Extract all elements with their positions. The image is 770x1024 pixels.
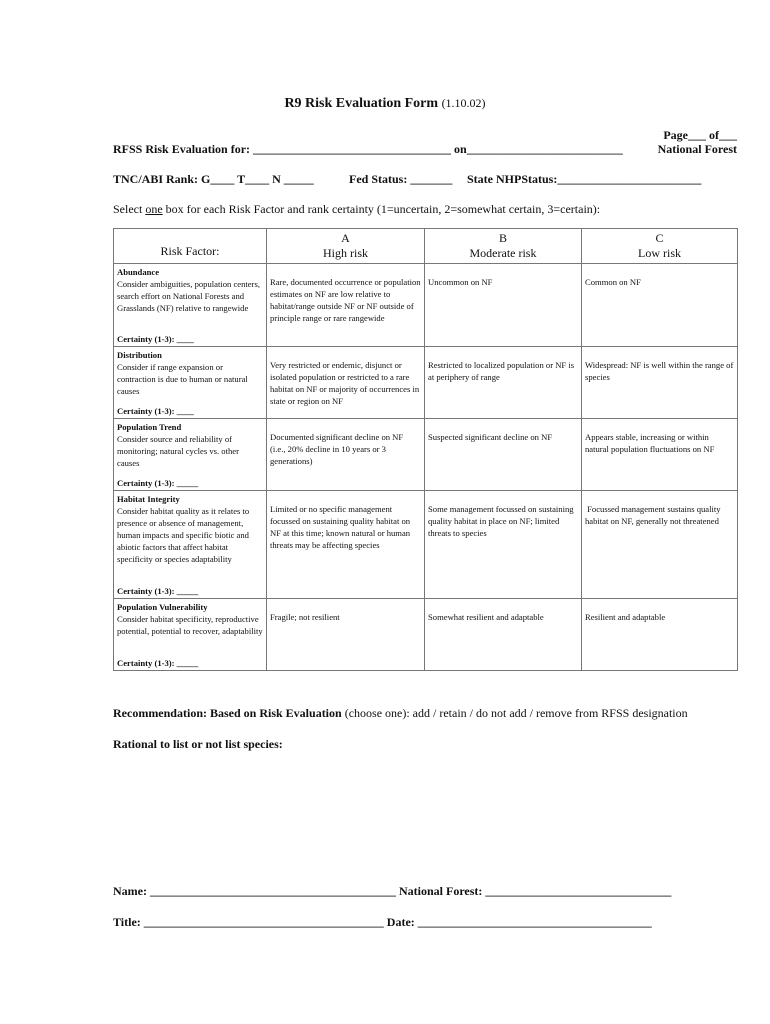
factor-cell xyxy=(114,599,267,671)
title-row xyxy=(113,915,652,930)
form-version: (1.10.02) xyxy=(441,96,486,110)
option-b-cell[interactable] xyxy=(425,491,582,599)
option-b-cell[interactable] xyxy=(425,347,582,419)
national-forest-sign-label: National Forest: xyxy=(398,884,483,898)
form-title-text: R9 Risk Evaluation Form xyxy=(284,96,439,111)
factor-cell xyxy=(114,264,267,347)
option-b-text: Somewhat resilient and adaptable xyxy=(428,612,544,622)
name-row xyxy=(113,884,671,899)
header-b-letter: B xyxy=(498,231,507,245)
option-b-text: Uncommon on NF xyxy=(428,277,493,287)
option-c-cell[interactable] xyxy=(582,264,738,347)
option-c-text: Widespread: NF is well within the range of species xyxy=(585,360,734,382)
option-a-text: Documented significant decline on NF (i.e., 20% decline in 10 years or 3 generations) xyxy=(270,432,404,466)
header-a-letter: A xyxy=(341,231,350,245)
option-b-cell[interactable] xyxy=(425,264,582,347)
factor-name: Habitat Integrity xyxy=(117,494,180,504)
option-c-text: Appears stable, increasing or within natural population fluctuations on NF xyxy=(585,432,715,454)
factor-cell xyxy=(114,347,267,419)
on-label: on xyxy=(454,142,467,156)
option-a-text: Rare, documented occurrence or population estimates on NF are low relative to habitat/range outside NF or NF outside of principle range or rare rangewide xyxy=(270,277,421,323)
instruction-suffix: box for each Risk Factor and rank certainty (1=uncertain, 2=somewhat certain, 3=certain): xyxy=(162,202,601,216)
state-status-field[interactable]: State NHPStatus:________________________ xyxy=(467,172,702,186)
recommendation-choices[interactable]: (choose one): add / retain / do not add / remove from RFSS designation xyxy=(341,706,688,720)
certainty-field[interactable]: Certainty (1-3): _____ xyxy=(117,478,199,488)
header-risk-factor xyxy=(114,229,267,264)
rational-label: Rational to list or not list species: xyxy=(113,737,283,751)
instruction-text xyxy=(113,202,600,217)
factor-name: Population Vulnerability xyxy=(117,602,208,612)
factor-name: Distribution xyxy=(117,350,162,360)
option-c-text: Common on NF xyxy=(585,277,641,287)
factor-desc: Consider ambiguities, population centers, search effort on National Forests and Grasslands (NF) relative to rangewide xyxy=(117,279,260,313)
header-b-label: Moderate risk xyxy=(469,246,537,260)
rfss-line xyxy=(113,142,623,157)
header-c xyxy=(582,229,738,264)
option-b-text: Restricted to localized population or NF is at periphery of range xyxy=(428,360,575,382)
option-b-cell[interactable] xyxy=(425,599,582,671)
certainty-field[interactable]: Certainty (1-3): _____ xyxy=(117,586,199,596)
option-c-cell[interactable] xyxy=(582,419,738,491)
header-c-label: Low risk xyxy=(638,246,681,260)
instruction-prefix: Select xyxy=(113,202,146,216)
recommendation-line xyxy=(113,706,688,721)
title-label: Title: xyxy=(113,915,141,929)
fed-status-field[interactable]: Fed Status: _______ xyxy=(349,172,453,186)
date-field[interactable]: _______________________________________ xyxy=(417,915,652,929)
table-row-population-vulnerability xyxy=(114,599,738,671)
option-c-cell[interactable] xyxy=(582,599,738,671)
table-row-distribution xyxy=(114,347,738,419)
option-a-cell[interactable] xyxy=(267,599,425,671)
header-a xyxy=(267,229,425,264)
option-c-text: Focussed management sustains quality habitat on NF, generally not threatened xyxy=(585,504,723,526)
factor-cell xyxy=(114,491,267,599)
option-b-text: Suspected significant decline on NF xyxy=(428,432,553,442)
option-b-text: Some management focussed on sustaining quality habitat in place on NF; limited threats to species xyxy=(428,504,574,538)
factor-name: Abundance xyxy=(117,267,160,277)
option-a-text: Fragile; not resilient xyxy=(270,612,340,622)
certainty-field[interactable]: Certainty (1-3): ____ xyxy=(117,406,194,416)
header-c-letter: C xyxy=(655,231,664,245)
option-c-text: Resilient and adaptable xyxy=(585,612,666,622)
national-forest-label: National Forest xyxy=(657,142,737,156)
factor-desc: Consider habitat specificity, reproductive potential, potential to recover, adaptability xyxy=(117,614,263,636)
certainty-field[interactable]: Certainty (1-3): _____ xyxy=(117,658,199,668)
on-blank[interactable]: __________________________ xyxy=(466,142,623,156)
table-row-abundance xyxy=(114,264,738,347)
table-header-row xyxy=(114,229,738,264)
rfss-blank[interactable]: _________________________________ xyxy=(253,142,452,156)
rfss-label: RFSS Risk Evaluation for: xyxy=(113,142,251,156)
name-label: Name: xyxy=(113,884,147,898)
option-a-cell[interactable] xyxy=(267,347,425,419)
option-a-cell[interactable] xyxy=(267,264,425,347)
option-c-cell[interactable] xyxy=(582,491,738,599)
date-label: Date: xyxy=(386,915,415,929)
header-risk-factor-label: Risk Factor: xyxy=(160,244,220,258)
option-a-cell[interactable] xyxy=(267,419,425,491)
option-b-cell[interactable] xyxy=(425,419,582,491)
option-a-cell[interactable] xyxy=(267,491,425,599)
page-counter: Page___ of___ xyxy=(663,128,737,142)
tnc-rank-field[interactable]: TNC/ABI Rank: G____ T____ N _____ xyxy=(113,172,314,186)
factor-name: Population Trend xyxy=(117,422,182,432)
header-b xyxy=(425,229,582,264)
table-row-population-trend xyxy=(114,419,738,491)
risk-table xyxy=(113,228,738,671)
certainty-field[interactable]: Certainty (1-3): ____ xyxy=(117,334,194,344)
factor-desc: Consider source and reliability of monitoring; natural cycles vs. other causes xyxy=(117,434,239,468)
name-field[interactable]: _________________________________________ xyxy=(149,884,396,898)
table-row-habitat-integrity xyxy=(114,491,738,599)
factor-desc: Consider habitat quality as it relates to presence or absence of management, human impacts and specific biotic and abiotic factors that affect habitat specificity or species adaptability xyxy=(117,506,250,564)
factor-desc: Consider if range expansion or contraction is due to human or natural causes xyxy=(117,362,248,396)
factor-cell xyxy=(114,419,267,491)
option-a-text: Limited or no specific management focussed on sustaining quality habitat on NF at this time; known natural or human threats may be affecting species xyxy=(270,504,411,550)
option-c-cell[interactable] xyxy=(582,347,738,419)
header-a-label: High risk xyxy=(323,246,368,260)
national-forest-field[interactable]: _______________________________ xyxy=(485,884,672,898)
instruction-emphasis: one xyxy=(145,202,163,216)
form-title xyxy=(0,96,770,112)
title-field[interactable]: ________________________________________ xyxy=(143,915,384,929)
recommendation-label: Recommendation: Based on Risk Evaluation xyxy=(113,706,342,720)
option-a-text: Very restricted or endemic, disjunct or isolated population or restricted to a rare habitat on NF or majority of occurrences in state or region on NF xyxy=(270,360,420,406)
